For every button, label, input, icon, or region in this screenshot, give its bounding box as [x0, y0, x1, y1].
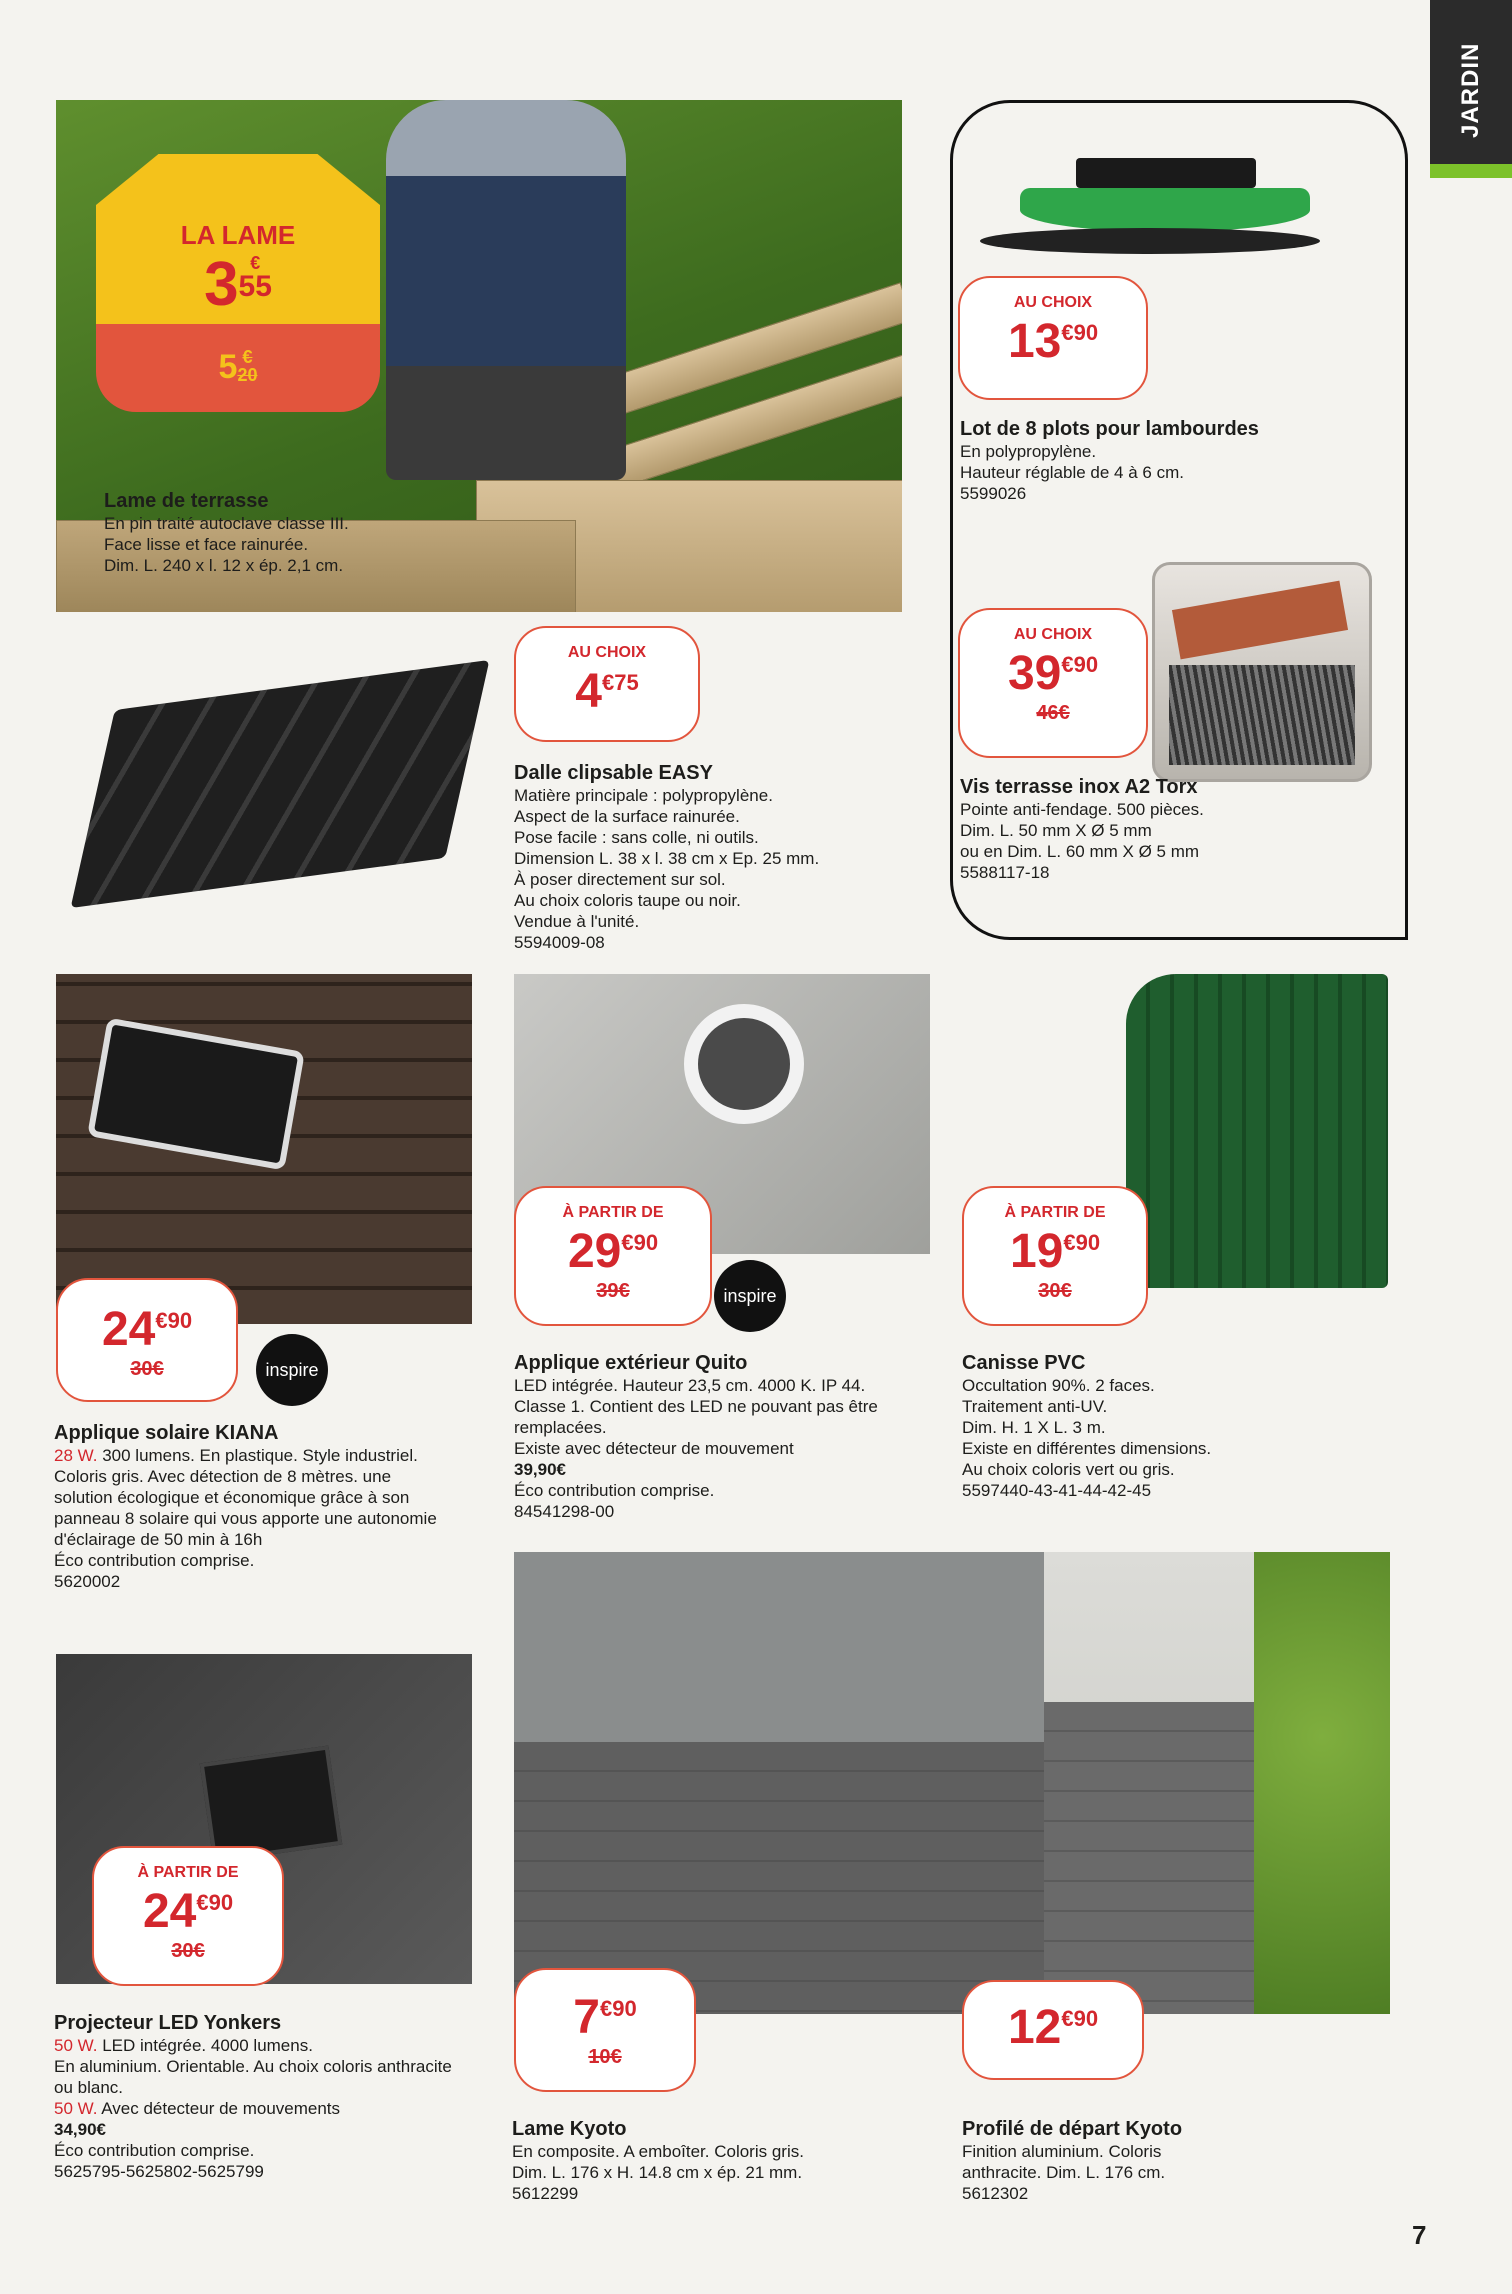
hero-desc-1: En pin traité autoclave classe III. — [104, 514, 349, 533]
quito-title: Applique extérieur Quito — [514, 1352, 748, 1374]
hero-text — [104, 490, 484, 576]
hero-badge-old-price: 5 € 20 — [218, 347, 258, 386]
hero-badge-price: 3 € 55 — [204, 250, 272, 319]
tile-text: Dalle clipsable EASY Matière principale : polypropylène. Aspect de la surface rainurée. Pose facile : sans colle, ni outils. Dimension L. 38 x l. 38 cm x Ep. 25 mm. À poser directement sur sol. Au choix coloris taupe ou noir. Vendue à l'unité. 5594009-08 — [514, 762, 904, 953]
screws-title: Vis terrasse inox A2 Torx — [960, 776, 1198, 798]
section-tab-stripe — [1430, 164, 1512, 178]
profile-title: Profilé de départ Kyoto — [962, 2118, 1183, 2140]
page-number: 7 — [1412, 2220, 1427, 2250]
yonkers-title: Projecteur LED Yonkers — [54, 2012, 282, 2034]
plots-text: Lot de 8 plots pour lambourdes En polypropylène. Hauteur réglable de 4 à 6 cm. 5599026 — [960, 418, 1280, 504]
canisse-price: À PARTIR DE $19^{€90}$ 30€ — [962, 1186, 1148, 1326]
plots-image — [980, 128, 1320, 268]
profile-price: $12^{€90}$ — [962, 1980, 1144, 2080]
worker-figure — [386, 100, 626, 480]
quito-text: Applique extérieur Quito LED intégrée. Hauteur 23,5 cm. 4000 K. IP 44. Classe 1. Contient des LED ne pouvant pas être remplacées. Existe avec détecteur de mouvement 39,90€ Éco contribution comprise. 84541298-00 — [514, 1352, 914, 1522]
quito-price: À PARTIR DE $29^{€90}$ 39€ — [514, 1186, 712, 1326]
canisse-title: Canisse PVC — [962, 1352, 1086, 1374]
hero-price-badge — [96, 154, 380, 412]
kyoto-text: Lame Kyoto En composite. A emboîter. Coloris gris. Dim. L. 176 x H. 14.8 cm x ép. 21 mm. 5612299 — [512, 2118, 912, 2204]
profile-text: Profilé de départ Kyoto Finition aluminium. Coloris anthracite. Dim. L. 176 cm. 5612302 — [962, 2118, 1322, 2204]
quito-inspire-badge: inspire — [714, 1260, 786, 1332]
kyoto-fence-photo — [514, 1552, 1390, 2014]
yonkers-text: Projecteur LED Yonkers 50 W. LED intégrée. 4000 lumens. En aluminium. Orientable. Au choix coloris anthracite ou blanc. 50 W. Avec détecteur de mouvements 34,90€ Éco contribution comprise. 5625795-5625802-5625799 — [54, 2012, 474, 2182]
canisse-image — [1126, 974, 1388, 1288]
section-tab-label: JARDIN — [1457, 42, 1484, 138]
kiana-text: Applique solaire KIANA 28 W. 300 lumens. En plastique. Style industriel. Coloris gris. Avec détection de 8 mètres. une solution écologique et économique grâce à son panneau 8 solaire qui vous apporte une autonomie d'éclairage de 50 min à 16h Éco contribution comprise. 5620002 — [54, 1422, 444, 1592]
kiana-price: $24^{€90}$ 30€ — [56, 1278, 238, 1402]
kyoto-price: $7^{€90}$ 10€ — [514, 1968, 696, 2092]
kyoto-title: Lame Kyoto — [512, 2118, 627, 2140]
hero-desc-3: Dim. L. 240 x l. 12 x ép. 2,1 cm. — [104, 556, 344, 575]
yonkers-price: À PARTIR DE $24^{€90}$ 30€ — [92, 1846, 284, 1986]
plots-title: Lot de 8 plots pour lambourdes — [960, 418, 1259, 440]
canisse-text: Canisse PVC Occultation 90%. 2 faces. Traitement anti-UV. Dim. H. 1 X L. 3 m. Existe en différentes dimensions. Au choix coloris vert ou gris. 5597440-43-41-44-42-45 — [962, 1352, 1322, 1501]
tile-title: Dalle clipsable EASY — [514, 762, 713, 784]
hero-badge-label: LA LAME — [180, 220, 296, 250]
hero-desc-2: Face lisse et face rainurée. — [104, 535, 309, 554]
kiana-photo — [56, 974, 472, 1324]
tile-price: AU CHOIX $4^{€75}$ — [514, 626, 700, 742]
screws-text: Vis terrasse inox A2 Torx Pointe anti-fendage. 500 pièces. Dim. L. 50 mm X Ø 5 mm ou en Dim. L. 60 mm X Ø 5 mm 5588117-18 — [960, 776, 1290, 883]
kiana-title: Applique solaire KIANA — [54, 1422, 279, 1444]
plots-price: AU CHOIX $13^{€90}$ — [958, 276, 1148, 400]
screws-box-image — [1152, 562, 1372, 782]
hero-title: Lame de terrasse — [104, 490, 269, 512]
kiana-inspire-badge: inspire — [256, 1334, 328, 1406]
tile-image — [60, 664, 500, 914]
section-tab — [1430, 0, 1512, 178]
screws-price: AU CHOIX $39^{€90}$ 46€ — [958, 608, 1148, 758]
